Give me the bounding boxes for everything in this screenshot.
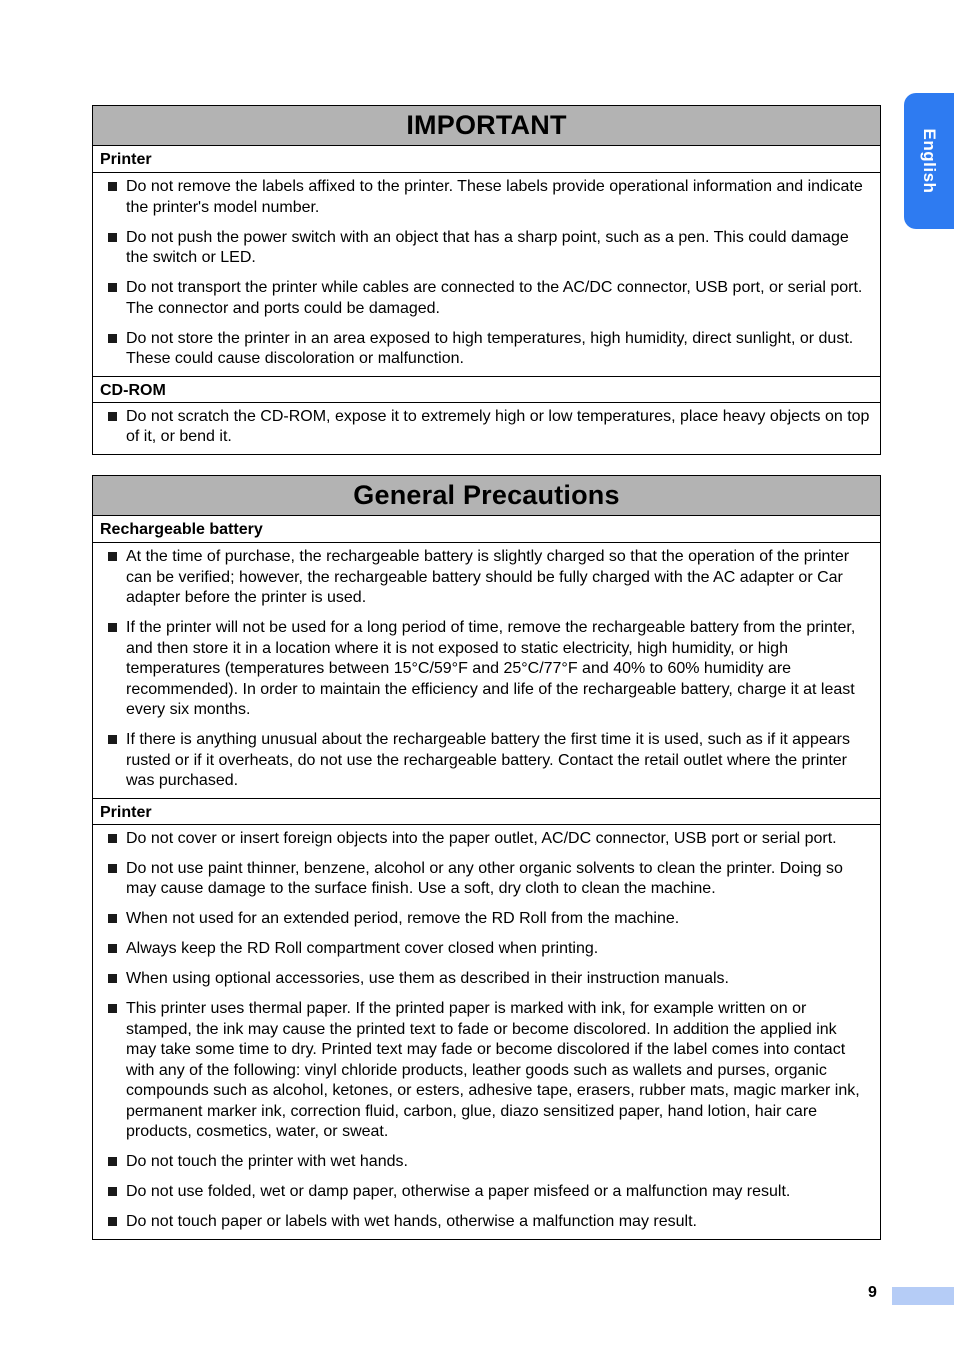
square-bullet-icon [108,412,117,421]
important-section-cdrom-title: CD-ROM [93,376,880,403]
page-number: 9 [868,1284,877,1301]
important-box [92,105,881,455]
list-item: If there is anything unusual about the rechargeable battery the first time it is used, such as if it appears rusted or if it overheats, do not use the rechargeable battery. Contact the retail outlet where the printer was purchased. [107,730,870,792]
list-item: When not used for an extended period, remove the RD Roll from the machine. [107,909,870,930]
list-item: Do not push the power switch with an object that has a sharp point, such as a pen. This could damage the switch or LED. [107,228,870,269]
important-cdrom-list [93,403,880,454]
square-bullet-icon [108,233,117,242]
square-bullet-icon [108,834,117,843]
square-bullet-icon [108,283,117,292]
list-item: At the time of purchase, the rechargeable battery is slightly charged so that the operation of the printer can be verified; however, the rechargeable battery should be fully charged with the AC adapter or Car adapter before the printer is used. [107,547,870,609]
important-printer-list [93,173,880,376]
list-item: If the printer will not be used for a long period of time, remove the rechargeable battery from the printer, and then store it in a location where it is not exposed to static electricity, high humidity, or high temperatures (temperatures between 15°C/59°F and 25°C/77°F and 40% to 60% humidity are recommended). In order to maintain the efficiency and life of the rechargeable battery, charge it at least every six months. [107,618,870,721]
square-bullet-icon [108,1217,117,1226]
list-item: Do not touch the printer with wet hands. [107,1152,870,1173]
list-item: Do not remove the labels affixed to the printer. These labels provide operational information and indicate the printer's model number. [107,177,870,218]
page-marker-bar [892,1287,954,1305]
important-section-printer-title: Printer [93,146,880,173]
general-section-battery-title: Rechargeable battery [93,516,880,543]
language-tab-label: English [920,128,939,194]
general-precautions-box [92,475,881,1240]
list-item: Do not use paint thinner, benzene, alcohol or any other organic solvents to clean the printer. Doing so may cause damage to the surface finish. Use a soft, dry cloth to clean the machine. [107,859,870,900]
list-item: When using optional accessories, use them as described in their instruction manuals. [107,969,870,990]
square-bullet-icon [108,974,117,983]
square-bullet-icon [108,334,117,343]
important-title: IMPORTANT [93,106,880,146]
list-item: Do not touch paper or labels with wet hands, otherwise a malfunction may result. [107,1212,870,1233]
square-bullet-icon [108,1004,117,1013]
square-bullet-icon [108,944,117,953]
square-bullet-icon [108,623,117,632]
general-printer-list [93,825,880,1239]
language-tab [904,93,954,229]
list-item: Do not transport the printer while cables are connected to the AC/DC connector, USB port, or serial port. The connector and ports could be damaged. [107,278,870,319]
square-bullet-icon [108,552,117,561]
list-item: Do not scratch the CD-ROM, expose it to extremely high or low temperatures, place heavy objects on top of it, or bend it. [107,407,870,448]
square-bullet-icon [108,735,117,744]
list-item: Do not use folded, wet or damp paper, otherwise a paper misfeed or a malfunction may result. [107,1182,870,1203]
list-item: This printer uses thermal paper. If the printed paper is marked with ink, for example written on or stamped, the ink may cause the printed text to fade or become discolored. In addition the applied ink may take some time to dry. Printed text may fade or become discolored if the label comes into contact with any of the following: vinyl chloride products, leather goods such as wallets and purses, organic compounds such as alcohol, ketones, or esters, adhesive tape, erasers, rubber mats, magic marker ink, permanent marker ink, correction fluid, carbon, glue, diazo sensitized paper, hand lotion, hair care products, cosmetics, water, or sweat. [107,999,870,1143]
square-bullet-icon [108,914,117,923]
general-battery-list [93,543,880,798]
general-section-printer-title: Printer [93,798,880,825]
square-bullet-icon [108,1157,117,1166]
square-bullet-icon [108,1187,117,1196]
list-item: Do not cover or insert foreign objects into the paper outlet, AC/DC connector, USB port or serial port. [107,829,870,850]
list-item: Always keep the RD Roll compartment cover closed when printing. [107,939,870,960]
list-item: Do not store the printer in an area exposed to high temperatures, high humidity, direct sunlight, or dust. These could cause discoloration or malfunction. [107,329,870,370]
square-bullet-icon [108,864,117,873]
general-precautions-title: General Precautions [93,476,880,516]
square-bullet-icon [108,182,117,191]
